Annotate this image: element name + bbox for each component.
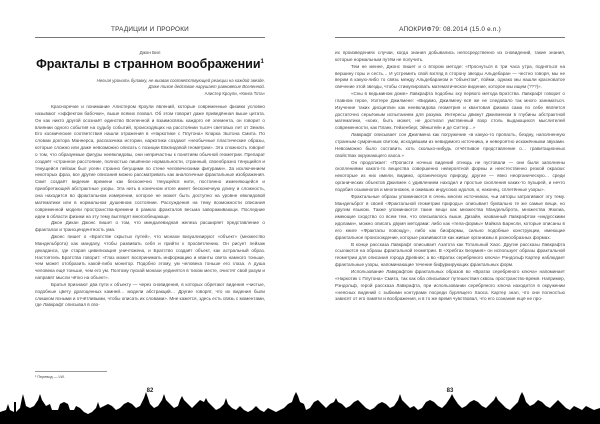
footnote-marker: 1 bbox=[260, 58, 264, 65]
footnote-rule bbox=[35, 371, 107, 372]
paragraph: Фрактальные образы упоминаются в очень многих источниках, чьи авторы затрагивают эту тему. Мандельброт в своей «Фрактальной геометрии природы» описывает буквально те же самые вещи, но другим языком. Также упоминаются такие вещи как множества Мандельброта, множества Жюлиа, имеющие сходство со всем тем, что описывалось выше. Дизайн, названный Лавкрафтом «индусскими идолами», можно описать двумя методами: либо как «тела-формы» Майкла Барнсли, которые описаны в его книге «Фракталы повсюду», либо как биоформы, сильно подобные конструкции, имеющие фрактальное происхождение, которые развиваются как живые организмы в разнообразных формах. bbox=[335, 193, 565, 240]
footnote: ¹ Перевод — LW. bbox=[35, 375, 65, 379]
article-author: Джон Бил bbox=[139, 50, 161, 55]
paragraph: Использование Лавкрафтом фрактальных образов во «Вратах серебряного ключа» напоминает «Наркотик с Плутона» Смита, так как оба описывают путешествия сквозь пространство-время. Например, Рэндольф, герой рассказа Лавкрафта, при использовании серебряного ключа находится в окружении «неясных видений с зыбкими контурами посреди бурлящего Хаоса. Картер знал, что они полностью зависят от его памяти и воображения, и в то же время чувствовал, что его сознание ещё не про- bbox=[335, 269, 565, 302]
page-number: 83 bbox=[446, 388, 454, 394]
page-number: 82 bbox=[146, 388, 154, 394]
paragraph: Братья признают два пути к объекту — через сновидения, в которых обретают видения «чистые, подобные цвету драгоценных камней… модели абстракций… Другие говорят, что их видения были слишком ясными и отчётливыми, чтобы описать их словами». Мне кажется, здесь есть связь с моментами, где Лавкрафт описывал в сво- bbox=[35, 281, 266, 308]
city-skyline-illustration bbox=[0, 390, 600, 424]
body-text bbox=[335, 50, 565, 303]
right-page bbox=[300, 0, 600, 424]
skyline-silhouette bbox=[0, 392, 600, 424]
paragraph: «Сны в ведьмином доме» Лавкрафта подобны эху первого метода Братства. Лавкрафт говорит о главном герое, Уолтере Джилмене: «Видимо, Джилмену всё же не следовало так много заниматься. Изучение таких дисциплин как неевклидова геометрия и квантовая физика сама по себе является достаточно серьёзным испытанием для разума. Интересы движут Джилменом в глубины абстрактной математики, «коих, быть может, не достигал умственный взор столь выдающихся мыслителей современности, как Планк, Гейзенберг, Эйнштейн и де Ситтер…» bbox=[335, 91, 565, 131]
paragraph: Лавкрафт описывает сон Джилмена как погружение «в какую-то пропасть, бездну, наполненную странным сумрачным светом, исходившим из невидимого источника, и невероятно искажёнными звуками. Невозможно было составить хоть сколько-нибудь отчётливое представление о… гравитационных свойствах окружающего хаоса.» bbox=[335, 132, 565, 158]
paragraph: Красноречие и понимание Алистером Кроули явлений, которые современные физики условно называют «эффектом бабочки», выше всяких похвал. Об этом говорит даже приведённая выше цитата. Он как никто другой осознаёт единство Вселенной и взаимосвязь каждого её элемента, он говорит о влиянии одного события на судьбу событий, происходящих на расстоянии тысяч световых лет от Земли. Его космические соответствия нашли отражения в «Наркотике с Плутона» Кларка Эштона Смита. По словам доктора Маннерса, рассказчика истории, наркотики создают «необычные пластические образы, которые сложно или даже невозможно описать с позиции Евклидовой геометрии». Эта сложность говорит о том, что образуемые фигуры неевклидовы, они непричастны к понятиям обычной геометрии. Препарат создаёт «странное расстояние, полностью лишённое нормальности, странный, своеобразно тянущийся и тянущейся пейзаж был усеян странно бегущими по стене человеческими фигурами». За исключением некоторых фраз, все другие описания можно рассматривать как аналогичные фрактальные изображения. Смит создаёт видение времени как бесконечно тянущейся нити, постоянно изменяющейся и приобретающей абстрактные узоры. Эта нить в конечном итоге имеет бесконечную длину и сложность, она находится во фрактальном измерении, которое не может быть доступно на уровне евклидовой математики или в нормальном душевном состоянии. Рассуждения на тему возможности описания современной модели пространства-времени в рамках фракталов весьма завораживающи. Последние идеи в области физики на эту тему выглядят многообещающе. bbox=[35, 104, 265, 219]
running-head: ТРАДИЦИИ И ПРОРОКИ bbox=[111, 26, 189, 33]
epigraph-line: Даже тихое действие нарушает равновесие Вселенной. bbox=[148, 84, 265, 90]
epigraph-attribution: Алистер Кроули, «Книга Тота» bbox=[204, 90, 265, 96]
article-title bbox=[35, 57, 265, 71]
paragraph: их произведениях случаи, когда знания добывались непосредственно из сновидений, такие знания, которые нормальным путём не получить. bbox=[335, 50, 565, 62]
epigraph-line: Нельзя уронить булавку, не вызвав соответствующей реакции на каждой звезде. bbox=[96, 78, 265, 83]
paragraph: Он продолжает: «Пропасти ночных видений отнюдь не пустовали — они были заполнены скоплениями какого-то вещества совершенно невероятной формы и неестественно резкой окраски: некоторые из них имели, видимо, органическую природу, другие — явно неорганическую… среди органических объектов Джилмен с удивлением находил и простые скопления каких-то пузырей, и нечто подобия осьминогов и многоножек, и оживших индусских идолов, и, наконец, сплетённые узоры». bbox=[335, 159, 565, 192]
paragraph: Тем не менее, Джонс пишет и о втором методе: «Проснуться в три часа утра, подняться на вершину горы и сесть… И устремить свой взгляд в сторону звезды Альдебаран — честно говоря, мы не верим в какую-либо то связь между Альдебараном и “объектом”, пойми, однако мы нашли красноватое свечение этой звезды, чтобы стимулировать математическое видение, которое мы ищем (???)». bbox=[335, 63, 565, 90]
paragraph: Джон Дикан Джонс пишет о том, что миндалевидная железа расширяет представление о фракталах и трансцендентность ума. bbox=[35, 220, 265, 233]
epigraph bbox=[35, 78, 265, 97]
title-text: Фракталы в странном воображении bbox=[36, 57, 261, 71]
running-head: АПОКРИФ79: 08.2014 (15.0 e.n.) bbox=[399, 26, 501, 33]
header-rule bbox=[35, 37, 265, 38]
paragraph: Джонс пишет о «Братстве скрытых путей», что монахи визуализируют «объект» (множество Мандельброта) как мандалу, чтобы развивать себя и прийти к просветлению. Он рисует пейзаж декаданса, где старая цивилизация уничтожена, и Братство создаёт объект, как астральный образ. Настоятель Братства говорит: «Глаз может воспринимать информацию и кванты света намного тоньше, чем может отобразить какой-либо монитор. Подобно этому, ум человека тоньше его глаза. А душа человека ещё тоньше, чем его ум. Поэтому пускай монахи уединятся в тихом месте, очистят свой разум и направят мысли чётко на объект». bbox=[35, 234, 265, 281]
body-text bbox=[35, 104, 265, 309]
header-rule bbox=[335, 37, 565, 38]
paragraph: В конце рассказа Лавкрафт описывает Азатота как Тотальный Хаос. Другие рассказы Лавкрафта ссылаются на образы фрактальной геометрии. В «Хребтах Безумия» он использует образы фрактальной геометрии для описания города Древних; а во «Вратах серебряного ключа» Рэндольф Картер наблюдает фрактальные узоры, напоминающие течение бифуркирующих фрактальных форм. bbox=[335, 241, 565, 268]
